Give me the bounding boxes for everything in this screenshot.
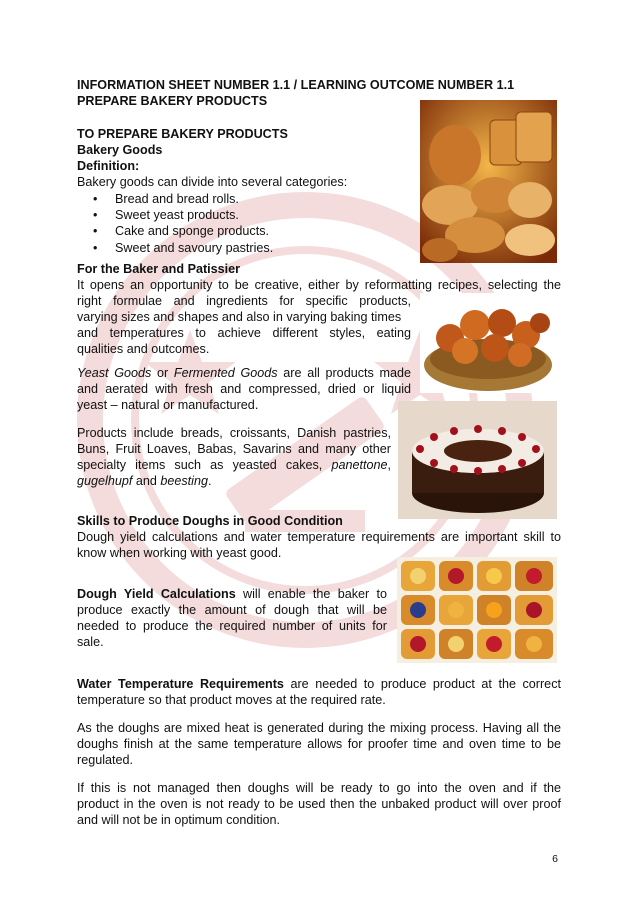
bread-assortment-photo <box>420 100 557 263</box>
paragraph-line: sale. <box>77 635 104 649</box>
definition-label: Definition: <box>77 159 140 173</box>
paragraph-line: As the doughs are mixed heat is generated during the mixing process. Having all the <box>77 721 561 735</box>
header-line-2: PREPARE BAKERY PRODUCTS <box>77 94 268 108</box>
paragraph-line: know when working with yeast good. <box>77 546 282 560</box>
paragraph-line: temperature so that product moves at the required rate. <box>77 693 386 707</box>
paragraph-line: varying sizes and shapes and also in varying baking times <box>77 310 402 324</box>
black-forest-cake-photo <box>398 401 557 519</box>
header-line-1: INFORMATION SHEET NUMBER 1.1 / LEARNING OUTCOME NUMBER 1.1 <box>77 78 515 92</box>
categories-intro: Bakery goods can divide into several categories: <box>77 175 348 189</box>
sweet-buns-basket-photo <box>420 293 557 393</box>
paragraph-line: Dough Yield Calculations will enable the baker to <box>77 587 387 601</box>
paragraph-line: If this is not managed then doughs will be ready to go into the oven and if the <box>77 781 561 795</box>
danish-pastries-photo <box>397 557 557 663</box>
bullet-icon: • <box>93 224 98 238</box>
paragraph-line: and aerated with fresh and compressed, dried or liquid <box>77 382 411 396</box>
paragraph-line: right formulae and ingredients for specific products, <box>77 294 411 308</box>
paragraph-line: regulated. <box>77 753 134 767</box>
paragraph-line: product in the oven is not ready to be used then the unbaked product will over proof <box>77 797 561 811</box>
subsection-title: Bakery Goods <box>77 143 163 157</box>
paragraph-line: Dough yield calculations and water temperature requirements are important skill to <box>77 530 561 544</box>
paragraph-line: Yeast Goods or Fermented Goods are all products made <box>77 366 411 380</box>
paragraph-line: It opens an opportunity to be creative, either by reformatting recipes, selecting the <box>77 278 561 292</box>
paragraph-line: doughs finish at the same temperature allows for proofer time and oven time to be <box>77 737 561 751</box>
paragraph-line: and will not be in optimum condition. <box>77 813 281 827</box>
paragraph-line: specialty items such as yeasted cakes, panettone, <box>77 458 391 472</box>
paragraph-line: Products include breads, croissants, Danish pastries, <box>77 426 391 440</box>
paragraph-line: gugelhupf and beesting. <box>77 474 212 488</box>
paragraph-line: Water Temperature Requirements are needed to produce product at the correct <box>77 677 561 691</box>
paragraph-line: yeast – natural or manufactured. <box>77 398 259 412</box>
page-number: 6 <box>552 853 558 865</box>
bullet-icon: • <box>93 241 98 255</box>
paragraph-line: produce exactly the amount of dough that will be <box>77 603 387 617</box>
paragraph-line: qualities and outcomes. <box>77 342 210 356</box>
bullet-icon: • <box>93 192 98 206</box>
section-title-skills: Skills to Produce Doughs in Good Condition <box>77 514 343 528</box>
paragraph-line: needed to produce the required number of units for <box>77 619 387 633</box>
paragraph-line: and temperatures to achieve different styles, eating <box>77 326 411 340</box>
document-page: INFORMATION SHEET NUMBER 1.1 / LEARNING OUTCOME NUMBER 1.1 PREPARE BAKERY PRODUCTS TO PREPARE BAKERY PRODUCTS Bakery Goods Definition: Bakery goods can divide into several categories: • Bread and bread rolls. • Sweet yeast products. • Cake and sponge products. • Sweet and savoury pastries. For the Baker and Patissier It opens an opportunity to be creative, either by reformatting recipes, selecting the right formulae and ingredients for specific products, varying sizes and shapes and also in varying baking times and temperatures to achieve different styles, eating qualities and outcomes. Yeast Goods or Fermented Goods are all products made and aerated with fresh and compressed, dried or liquid yeast – natural or manufactured. Products include breads, croissants, Danish pastries, Buns, Fruit Loaves, Babas, Savarins and many other specialty items such as yeasted cakes, panettone, gugelhupf and beesting. Skills to Produce Doughs in Good Condition Dough yield calculations and water temperature requirements are important skill to know when working with yeast good. Dough Yield Calculations will enable the baker to produce exactly the amount of dough that will be needed to produce the required number of units for sale. Water Temperature Requirements are needed to produce product at the correct temperature so that product moves at the required rate. As the doughs are mixed heat is generated during the mixing process. Having all the doughs finish at the same temperature allows for proofer time and oven time to be regulated. If this is not managed then doughs will be ready to go into the oven and if the product in the oven is not ready to be used then the unbaked product will over proof and will not be in optimum condition. 6 <box>0 0 638 902</box>
bullet-icon: • <box>93 208 98 222</box>
section-title-baker: For the Baker and Patissier <box>77 262 241 276</box>
paragraph-line: Buns, Fruit Loaves, Babas, Savarins and many other <box>77 442 391 456</box>
section-title: TO PREPARE BAKERY PRODUCTS <box>77 127 288 141</box>
